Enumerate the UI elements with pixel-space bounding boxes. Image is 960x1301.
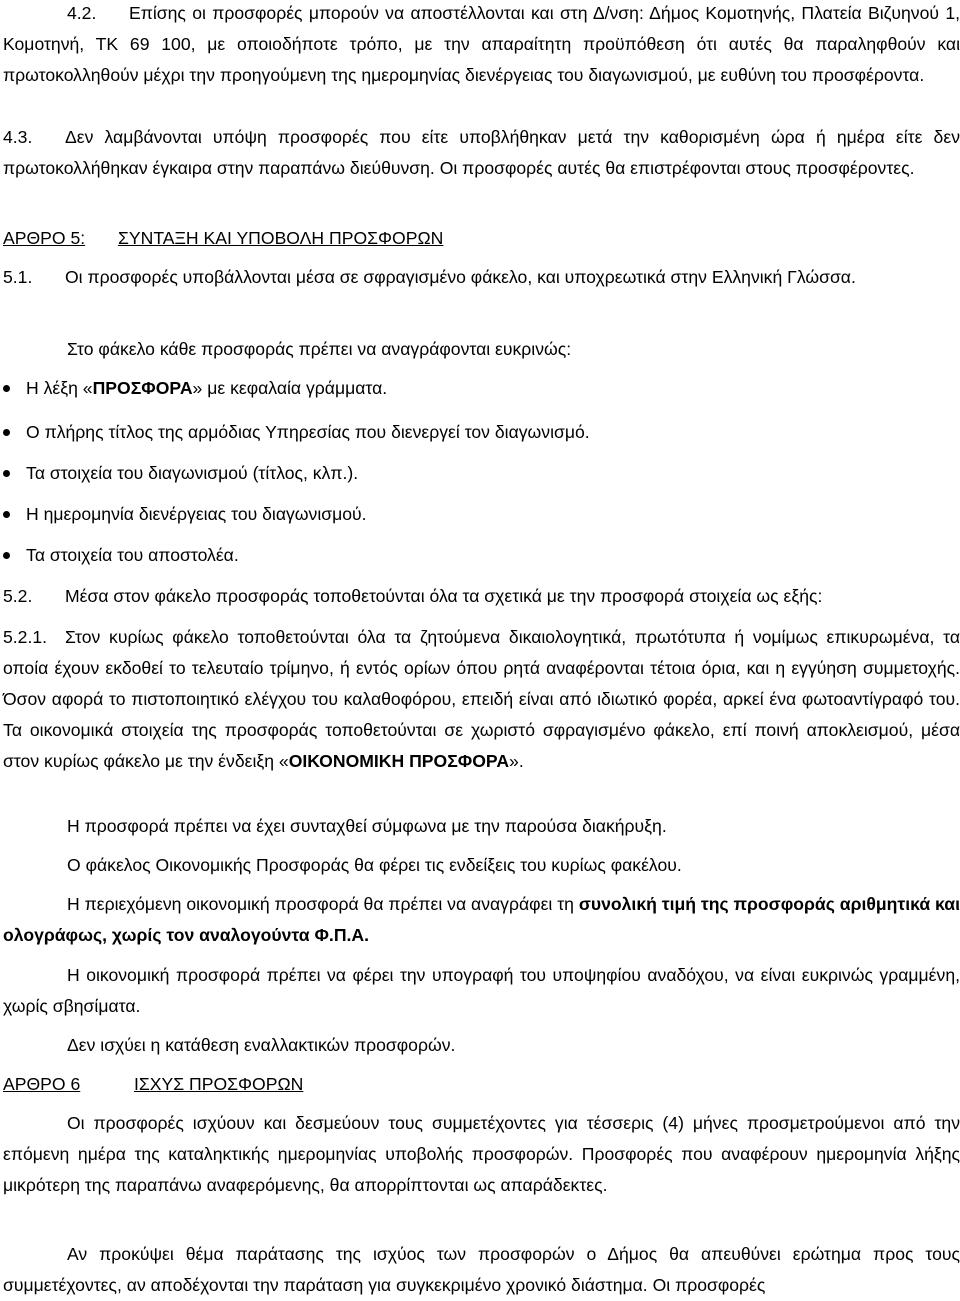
paragraph-signature [3,960,960,1022]
envelope-intro-text: Στο φάκελο κάθε προσφοράς πρέπει να αναγράφονται ευκρινώς: [67,339,572,359]
paragraph-text: Οι προσφορές υποβάλλονται μέσα σε σφραγισμένο φάκελο, και υποχρεωτικά στην Ελληνική Γλώσσα. [65,267,856,287]
paragraph-number: 5.2.1. [3,627,48,647]
bullet-icon [3,429,10,436]
bullet-icon [3,552,10,559]
list-item-text: Η ημερομηνία διενέργειας του διαγωνισμού. [26,504,367,524]
article-label: ΑΡΘΡΟ 5: [3,228,86,248]
paragraph-number: 5.2. [3,586,33,606]
envelope-intro [67,334,571,365]
paragraph-number: 5.1. [3,267,33,287]
signature-text: Η οικονομική προσφορά πρέπει να φέρει την υπογραφή του υποψηφίου αναδόχου, να είναι ευκρινώς γραμμένη, χωρίς σβησίματα. [3,965,960,1016]
paragraph-text-end: ». [509,751,524,771]
bold-label: ΟΙΚΟΝΟΜΙΚΗ ΠΡΟΣΦΟΡΑ [288,751,510,771]
article-title: ΣΥΝΤΑΞΗ ΚΑΙ ΥΠΟΒΟΛΗ ΠΡΟΣΦΟΡΩΝ [118,228,444,248]
paragraph-alternatives [67,1030,455,1061]
article-6-heading [3,1069,303,1100]
paragraph-text: Δεν λαμβάνονται υπόψη προσφορές που είτε υποβλήθηκαν μετά την καθορισμένη ώρα ή ημέρα είτε δεν πρωτοκολλήθηκαν έγκαιρα στην παραπάνω διεύθυνση. Οι προσφορές αυτές θα επιστρέφονται στους προσφέροντες. [3,127,960,178]
article-5-heading [3,223,443,254]
paragraph-total-price [3,889,960,951]
paragraph-4-3 [3,122,960,184]
paragraph-5-1 [3,262,960,293]
paragraph-number: 4.3. [3,127,33,147]
bullet-icon [3,470,10,477]
list-item [0,458,358,489]
list-item [0,540,239,571]
list-item-text: Η λέξη «ΠΡΟΣΦΟΡΑ» με κεφαλαία γράμματα. [26,378,388,398]
paragraph-4-2 [3,0,960,91]
bullet-icon [3,511,10,518]
alternatives-text: Δεν ισχύει η κατάθεση εναλλακτικών προσφορών. [67,1035,456,1055]
paragraph-text: Επίσης οι προσφορές μπορούν να αποστέλλονται και στη Δ/νση: Δήμος Κομοτηνής, Πλατεία Βιζυηνού 1, Κομοτηνή, ΤΚ 69 100, με οποιοδήποτε τρόπο, με την απαραίτητη προϋπόθεση ότι αυτές θα παραληφθούν και πρωτοκολληθούν μέχρι την προηγούμενη της ημερομηνίας διενέργειας του διαγωνισμού, με ευθύνη του προσφέροντα. [3,3,960,85]
paragraph-extension [3,1239,960,1301]
paragraph-number: 4.2. [67,3,97,23]
paragraph-validity [3,1108,960,1201]
total-price-text: Η περιεχόμενη οικονομική προσφορά θα πρέπει να αναγράφει τη [67,894,579,914]
validity-text: Οι προσφορές ισχύουν και δεσμεύουν τους συμμετέχοντες για τέσσερις (4) μήνες προσμετρούμενοι από την επόμενη ημέρα της καταληκτικής ημερομηνίας υποβολής προσφορών. Προσφορές που αναφέρουν ημερομηνία λήξης μικρότερη της παραπάνω αναφερόμενης, θα απορρίπτονται ως απαράδεκτες. [3,1113,960,1195]
article-label: ΑΡΘΡΟ 6 [3,1074,81,1094]
list-item-text: Ο πλήρης τίτλος της αρμόδιας Υπηρεσίας που διενεργεί τον διαγωνισμό. [26,422,590,442]
envelope-marks-text: Ο φάκελος Οικονομικής Προσφοράς θα φέρει τις ενδείξεις του κυρίως φακέλου. [67,855,682,875]
list-item-text: Τα στοιχεία του αποστολέα. [26,545,239,565]
total-price-bold: συνολική τιμή της προσφοράς αριθμητικά και ολογράφως, χωρίς τον αναλογούντα Φ.Π.Α. [3,894,960,945]
list-item-text: Τα στοιχεία του διαγωνισμού (τίτλος, κλπ.). [26,463,359,483]
compliance-text: Η προσφορά πρέπει να έχει συνταχθεί σύμφωνα με την παρούσα διακήρυξη. [67,816,667,836]
paragraph-text: Μέσα στον φάκελο προσφοράς τοποθετούνται όλα τα σχετικά με την προσφορά στοιχεία ως εξής: [65,586,823,606]
paragraph-5-2 [3,581,822,612]
extension-text: Αν προκύψει θέμα παράτασης της ισχύος των προσφορών ο Δήμος θα απευθύνει ερώτημα προς τους συμμετέχοντες, αν αποδέχονται την παράταση για συγκεκριμένο χρονικό διάστημα. Οι προσφορές [3,1244,960,1295]
article-title: ΙΣΧΥΣ ΠΡΟΣΦΟΡΩΝ [134,1074,304,1094]
bullet-icon [3,385,10,392]
list-item [0,373,387,404]
paragraph-5-2-1 [3,622,960,777]
paragraph-compliance [67,811,667,842]
list-item [0,417,590,448]
paragraph-text: Στον κυρίως φάκελο τοποθετούνται όλα τα ζητούμενα δικαιολογητικά, πρωτότυπα ή νομίμως επικυρωμένα, τα οποία έχουν εκδοθεί το τελευταίο τρίμηνο, ή εντός ορίων όπου ρητά αναφέρονται τέτοια όρια, και η εγγύηση συμμετοχής. Όσον αφορά το πιστοποιητικό ελέγχου του καλαθοφόρου, επειδή είναι από ιδιωτικό φορέα, αρκεί ένα φωτοαντίγραφό του. Τα οικονομικά στοιχεία της προσφοράς τοποθετούνται σε χωριστό σφραγισμένο φάκελο, επί ποινή αποκλεισμού, μέσα στον κυρίως φάκελο με την ένδειξη « [3,627,960,771]
paragraph-envelope-marks [67,850,682,881]
list-item [0,499,367,530]
